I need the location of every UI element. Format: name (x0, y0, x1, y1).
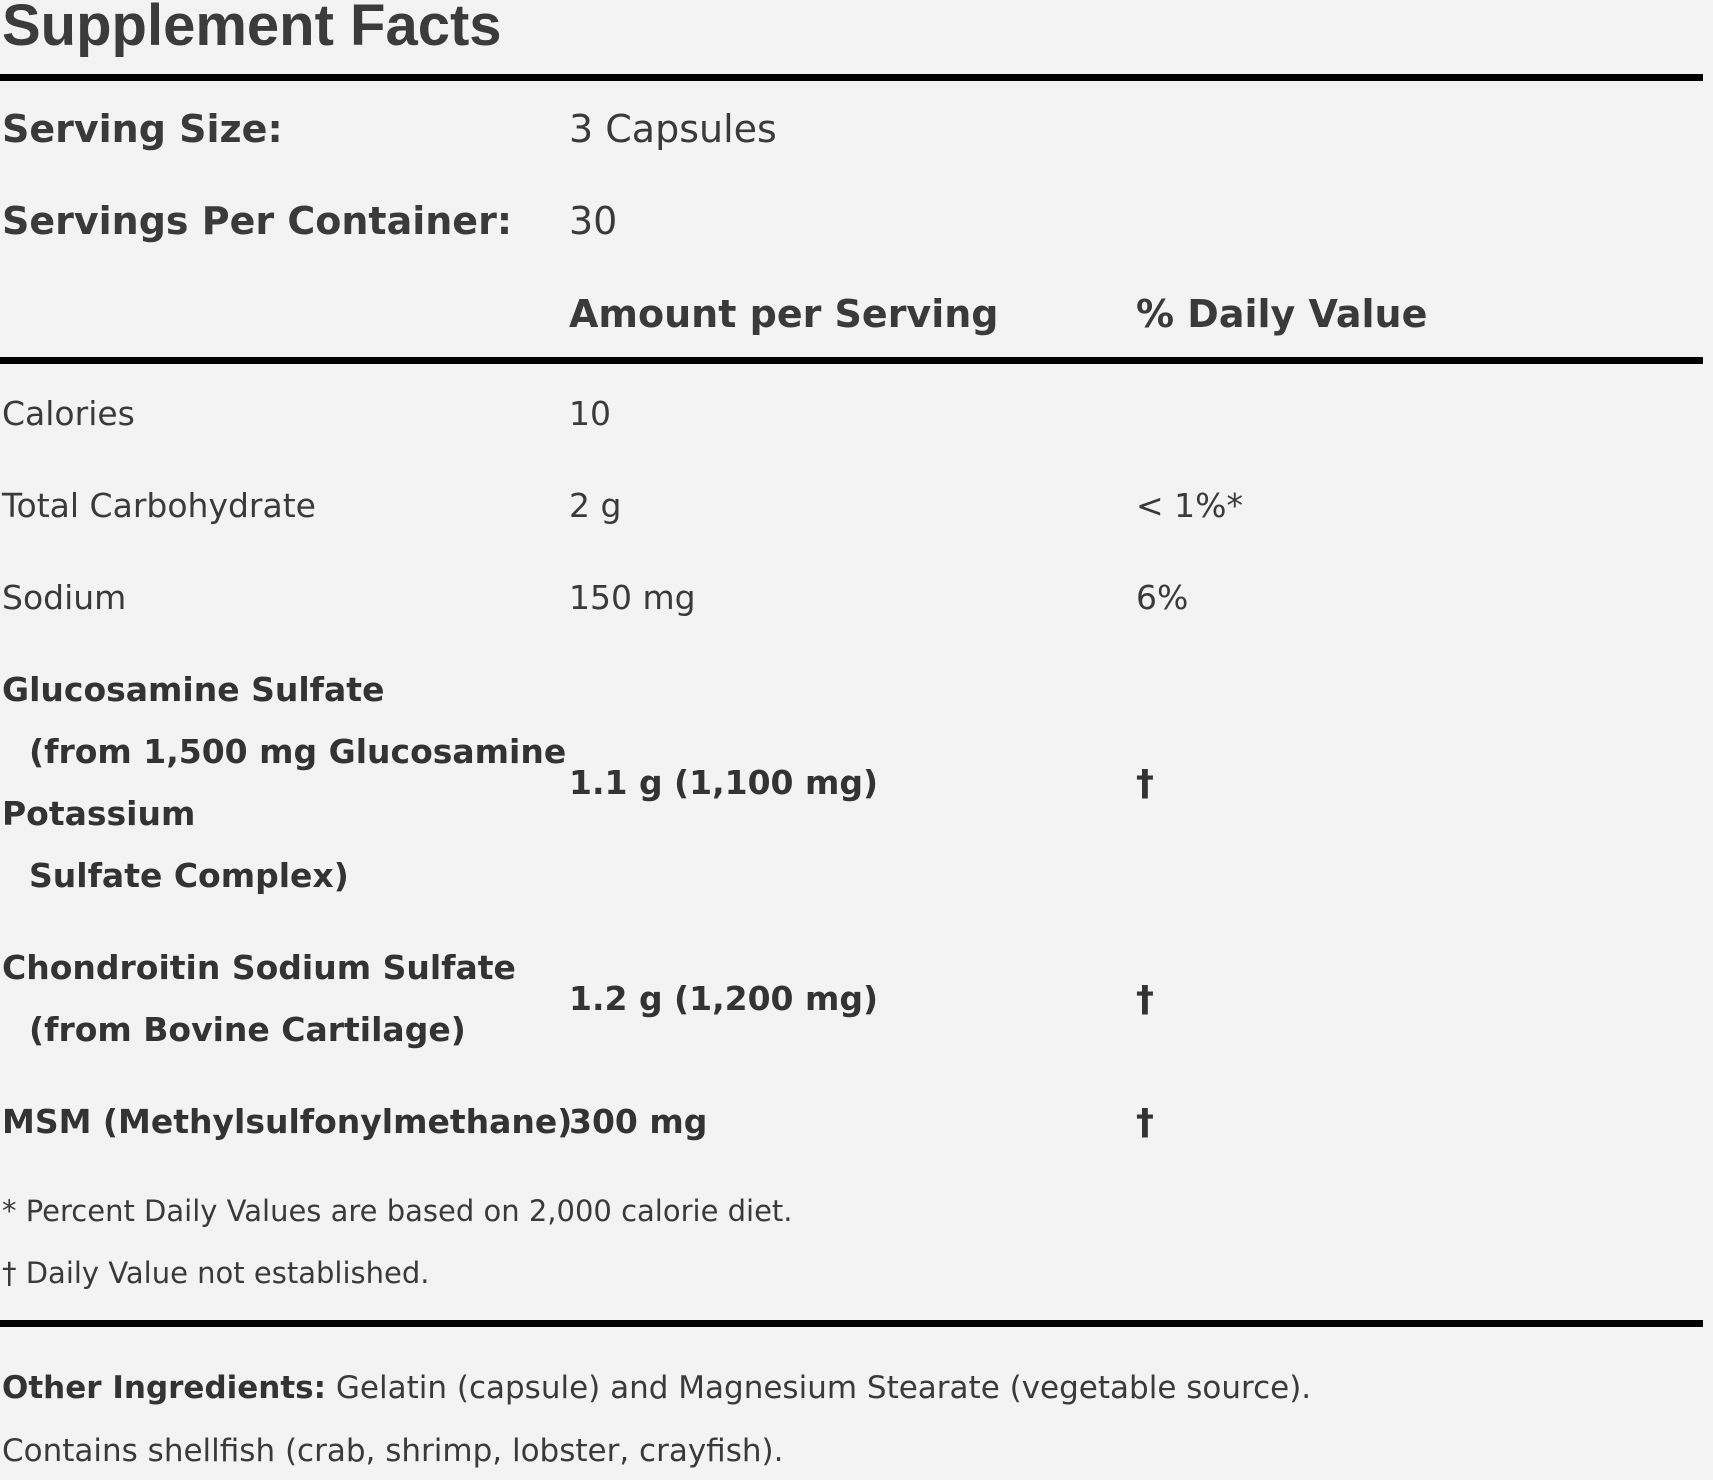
nutrient-name-sodium: Sodium (2, 578, 127, 617)
serving-size-value: 3 Capsules (569, 107, 777, 151)
nutrient-dv-total-carbohydrate: < 1%* (1136, 486, 1243, 525)
nutrient-name-total-carbohydrate: Total Carbohydrate (2, 486, 316, 525)
nutrient-name-calories: Calories (2, 394, 135, 433)
page-title: Supplement Facts (2, 0, 502, 58)
nutrient-name-glucosamine-line1: Glucosamine Sulfate (2, 670, 385, 709)
other-ingredients-text: Gelatin (capsule) and Magnesium Stearate (vegetable source). (326, 1370, 1312, 1406)
nutrient-amount-sodium: 150 mg (569, 578, 696, 617)
nutrient-amount-chondroitin: 1.2 g (1,200 mg) (569, 979, 879, 1018)
nutrient-name-glucosamine-line3: Potassium (2, 794, 196, 833)
footnote-daily-value-not-established: † Daily Value not established. (2, 1256, 430, 1290)
nutrient-amount-msm: 300 mg (569, 1102, 708, 1141)
nutrient-dv-chondroitin: † (1136, 979, 1154, 1020)
nutrient-name-glucosamine-line2: (from 1,500 mg Glucosamine (29, 732, 567, 771)
nutrient-amount-calories: 10 (569, 394, 611, 433)
nutrient-dv-glucosamine: † (1136, 763, 1154, 804)
header-divider (0, 357, 1703, 364)
nutrient-name-glucosamine-line4: Sulfate Complex) (29, 856, 349, 895)
daily-value-header: % Daily Value (1136, 292, 1428, 336)
other-ingredients (2, 1370, 1312, 1406)
footnote-percent-daily-values: * Percent Daily Values are based on 2,000 calorie diet. (2, 1194, 793, 1228)
nutrient-dv-msm: † (1136, 1102, 1154, 1143)
footer-divider (0, 1320, 1703, 1327)
amount-per-serving-header: Amount per Serving (569, 292, 999, 336)
top-divider (0, 74, 1703, 81)
nutrient-name-chondroitin-line2: (from Bovine Cartilage) (29, 1010, 466, 1049)
serving-size-label: Serving Size: (2, 107, 283, 151)
servings-per-container-value: 30 (569, 199, 618, 243)
nutrient-amount-total-carbohydrate: 2 g (569, 486, 622, 525)
nutrient-name-chondroitin-line1: Chondroitin Sodium Sulfate (2, 948, 516, 987)
nutrient-name-msm: MSM (Methylsulfonylmethane) (2, 1102, 573, 1141)
nutrient-dv-sodium: 6% (1136, 578, 1189, 617)
servings-per-container-label: Servings Per Container: (2, 199, 513, 243)
other-ingredients-label: Other Ingredients: (2, 1370, 327, 1406)
allergen-statement: Contains shellfish (crab, shrimp, lobster, crayfish). (2, 1433, 784, 1469)
nutrient-amount-glucosamine: 1.1 g (1,100 mg) (569, 763, 879, 802)
